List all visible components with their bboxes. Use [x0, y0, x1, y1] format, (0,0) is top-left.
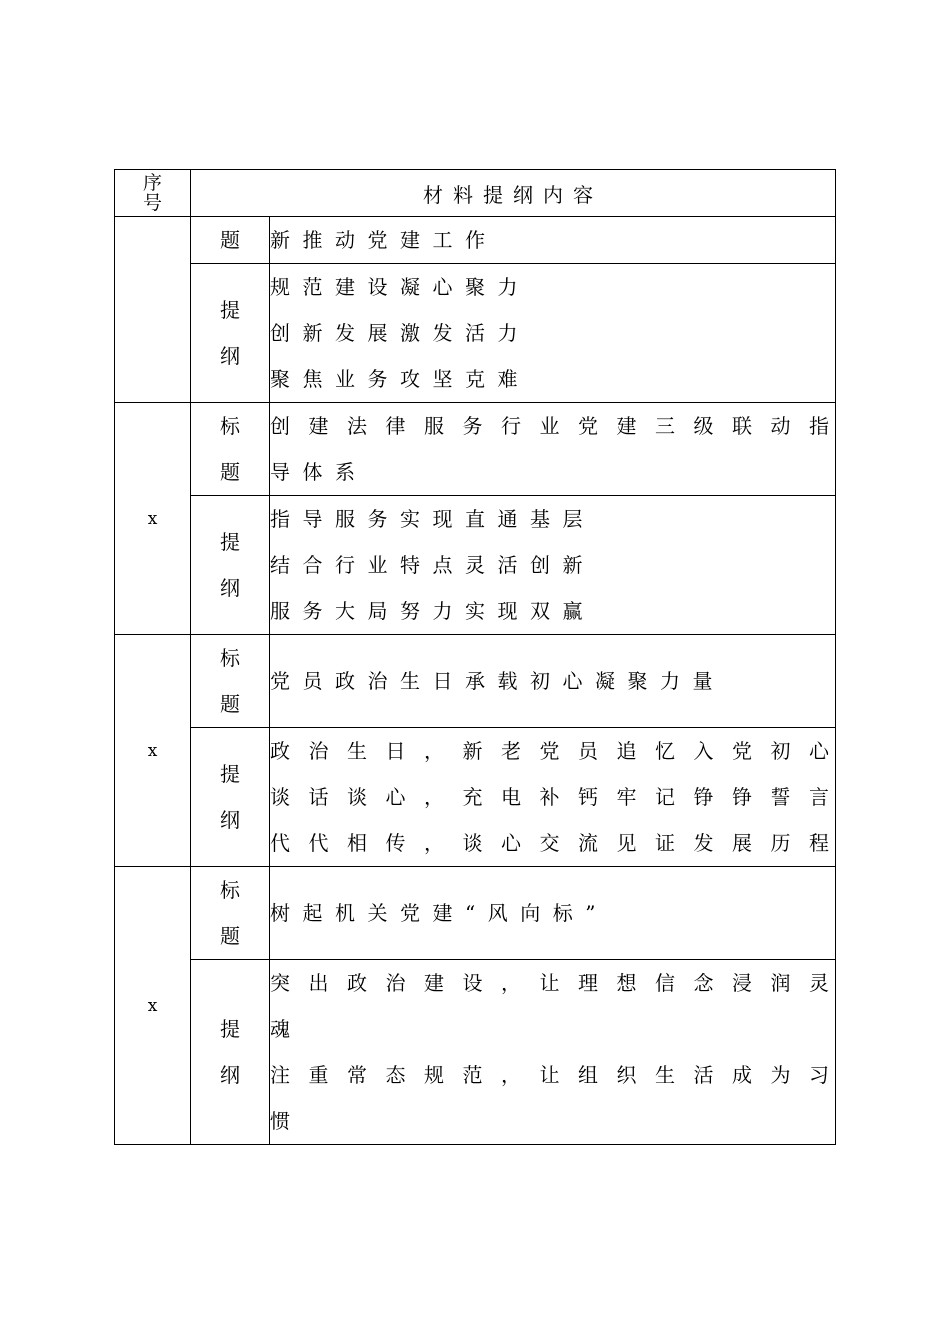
label-char: 题 — [220, 228, 240, 252]
label-char: 提 — [220, 530, 240, 554]
outline-line: 指导服务实现直通基层 — [270, 507, 595, 531]
group-4-title — [270, 867, 836, 960]
label-char: 标 — [220, 414, 240, 438]
outline-line: 规范建设凝心聚力 — [270, 275, 530, 299]
outline-line: 突出政治建设，让理想信念浸润灵 — [270, 971, 835, 995]
group-2-title-label — [191, 403, 270, 496]
group-3-title-row — [115, 635, 836, 728]
group-3-outline — [270, 728, 836, 867]
group-4-seq: x — [115, 867, 191, 1145]
group-2-seq: x — [115, 403, 191, 635]
label-char: 纲 — [220, 576, 240, 600]
header-seq-char: 号 — [142, 192, 162, 214]
label-char: 提 — [220, 298, 240, 322]
group-1-outline — [270, 264, 836, 403]
outline-line: 聚焦业务攻坚克难 — [270, 367, 530, 391]
title-line: 树起机关党建“风向标” — [270, 901, 608, 925]
group-2-outline — [270, 496, 836, 635]
outline-line: 政治生日，新老党员追忆入党初心 — [270, 739, 835, 763]
group-3-outline-row — [115, 728, 836, 867]
outline-line: 服务大局努力实现双赢 — [270, 599, 595, 623]
header-content-cell: 材料提纲内容 — [191, 170, 836, 217]
group-1-outline-label — [191, 264, 270, 403]
label-char: 提 — [220, 762, 240, 786]
group-1-seq — [115, 217, 191, 403]
outline-line: 谈话谈心，充电补钙牢记铮铮誓言 — [270, 785, 835, 809]
outline-line: 惯 — [270, 1109, 303, 1133]
outline-line: 结合行业特点灵活创新 — [270, 553, 595, 577]
group-2-outline-row — [115, 496, 836, 635]
group-3-title-label — [191, 635, 270, 728]
group-2-outline-label — [191, 496, 270, 635]
outline-line: 代代相传，谈心交流见证发展历程 — [270, 831, 835, 855]
label-char: 题 — [220, 460, 240, 484]
group-1-outline-row — [115, 264, 836, 403]
group-3-seq: x — [115, 635, 191, 867]
material-outline-table — [114, 169, 836, 1145]
label-char: 题 — [220, 924, 240, 948]
group-2-title-row — [115, 403, 836, 496]
label-char: 纲 — [220, 808, 240, 832]
label-char: 标 — [220, 646, 240, 670]
title-line: 创建法律服务行业党建三级联动指 — [270, 414, 835, 438]
group-1-title-row — [115, 217, 836, 264]
group-4-outline — [270, 960, 836, 1145]
label-char: 纲 — [220, 1063, 240, 1087]
group-4-outline-label — [191, 960, 270, 1145]
label-char: 纲 — [220, 344, 240, 368]
title-line: 导体系 — [270, 460, 368, 484]
group-1-title — [270, 217, 836, 264]
title-line: 新推动党建工作 — [270, 228, 498, 252]
label-char: 题 — [220, 692, 240, 716]
label-char: 标 — [220, 878, 240, 902]
group-3-title — [270, 635, 836, 728]
outline-line: 魂 — [270, 1017, 303, 1041]
group-1-title-label — [191, 217, 270, 264]
outline-line: 注重常态规范，让组织生活成为习 — [270, 1063, 835, 1087]
group-4-title-label — [191, 867, 270, 960]
group-4-title-row — [115, 867, 836, 960]
header-seq-cell — [115, 170, 191, 217]
outline-line: 创新发展激发活力 — [270, 321, 530, 345]
group-3-outline-label — [191, 728, 270, 867]
group-4-outline-row — [115, 960, 836, 1145]
header-seq-char: 序 — [142, 172, 162, 194]
label-char: 提 — [220, 1017, 240, 1041]
group-2-title — [270, 403, 836, 496]
title-line: 党员政治生日承载初心凝聚力量 — [270, 669, 725, 693]
header-row — [115, 170, 836, 217]
